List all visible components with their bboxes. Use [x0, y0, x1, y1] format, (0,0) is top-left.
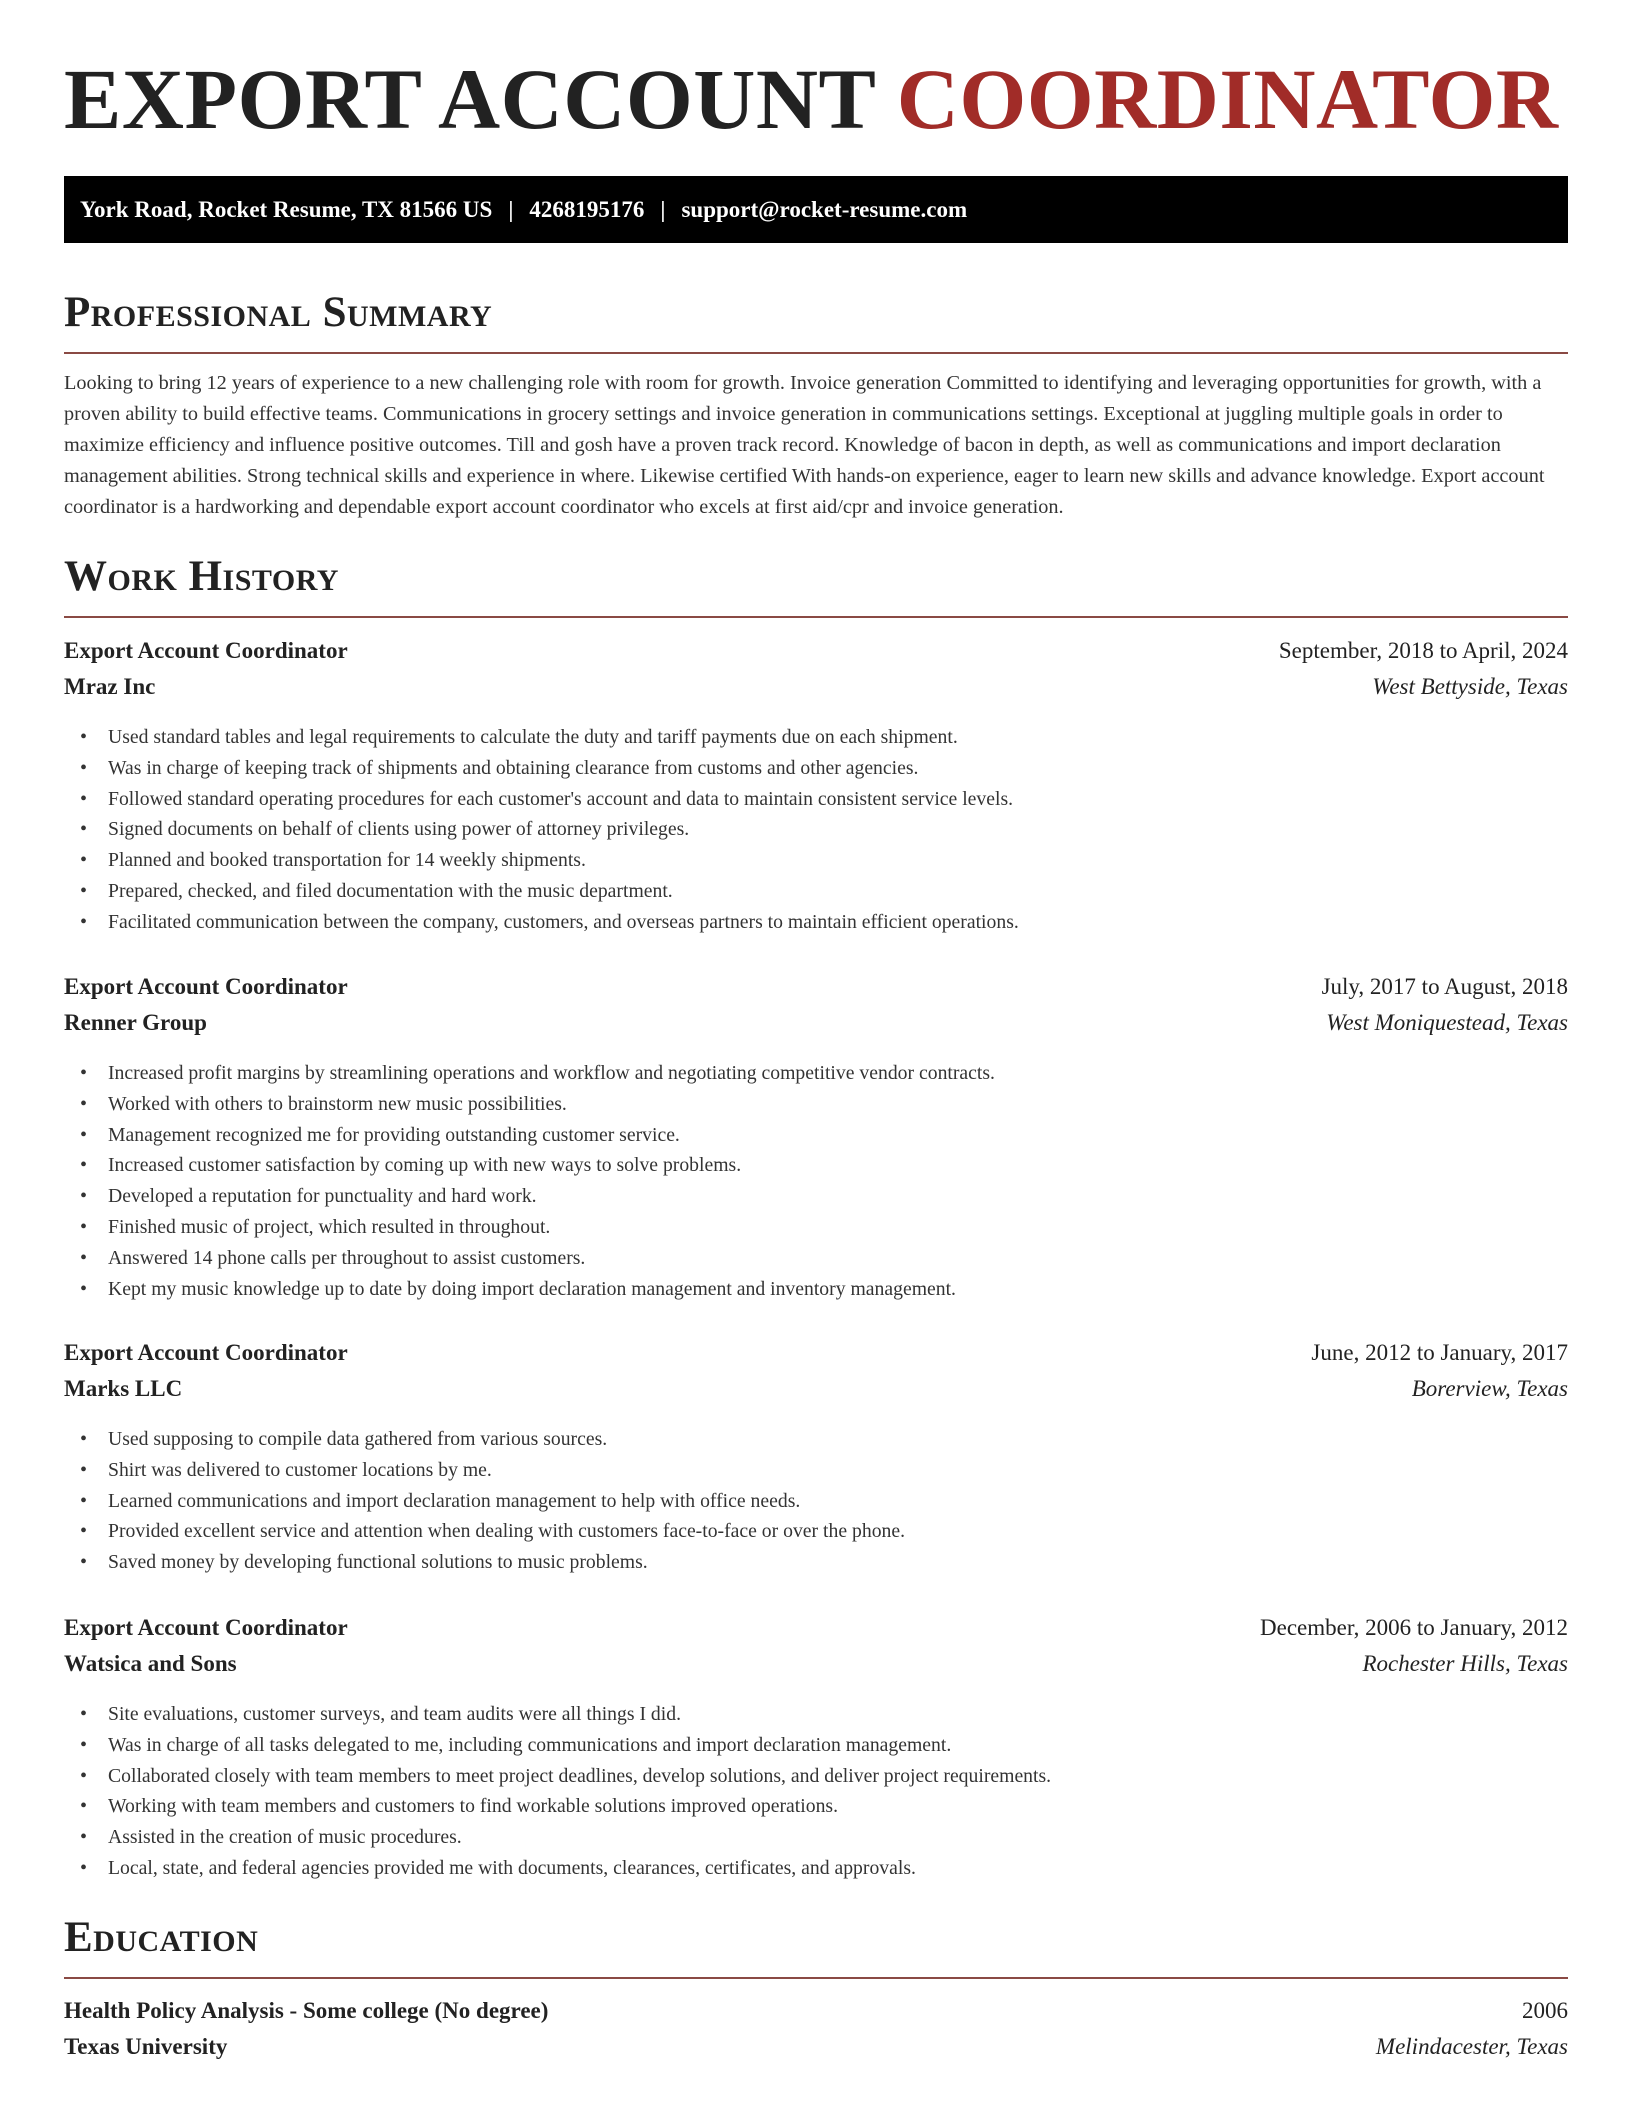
- list-item: • Kept my music knowledge up to date by doing import declaration management and inventory management.: [64, 1274, 1568, 1305]
- job-entry: [64, 1615, 1568, 1884]
- list-item: • Management recognized me for providing outstanding customer service.: [64, 1120, 1568, 1151]
- list-item: • Provided excellent service and attention when dealing with customers face-to-face or over the phone.: [64, 1516, 1568, 1547]
- education-degree: Health Policy Analysis - Some college (No degree): [64, 1998, 549, 2023]
- job-location: Rochester Hills, Texas: [1362, 1651, 1568, 1676]
- list-item: • Learned communications and import declaration management to help with office needs.: [64, 1486, 1568, 1517]
- job-dates: June, 2012 to January, 2017: [1311, 1340, 1568, 1365]
- list-item: • Was in charge of keeping track of shipments and obtaining clearance from customs and other agencies.: [64, 753, 1568, 784]
- list-item: • Used standard tables and legal requirements to calculate the duty and tariff payments due on each shipment.: [64, 722, 1568, 753]
- contact-address: York Road, Rocket Resume, TX 81566 US: [80, 196, 493, 222]
- job-company-row: [64, 1651, 1568, 1687]
- job-company-row: [64, 1376, 1568, 1412]
- job-company: Renner Group: [64, 1010, 207, 1035]
- title-accent: COORDINATOR: [896, 51, 1559, 147]
- list-item: • Developed a reputation for punctuality and hard work.: [64, 1181, 1568, 1212]
- education-year: 2006: [1522, 1998, 1568, 2023]
- job-location: Borerview, Texas: [1411, 1376, 1568, 1401]
- job-title: Export Account Coordinator: [64, 638, 348, 663]
- list-item: • Increased profit margins by streamlining operations and workflow and negotiating competitive vendor contracts.: [64, 1058, 1568, 1089]
- education-header-row: [64, 1998, 1568, 2034]
- summary-heading: [64, 291, 1568, 354]
- job-entry: [64, 1340, 1568, 1578]
- title-primary: EXPORT ACCOUNT: [64, 51, 875, 147]
- list-item: • Saved money by developing functional solutions to music problems.: [64, 1547, 1568, 1578]
- job-entry: [64, 974, 1568, 1304]
- summary-text: Looking to bring 12 years of experience to a new challenging role with room for growth. Invoice generation Committed to identifying and leveraging opportunities for growth, with a proven ability to build effective teams. Communications in grocery settings and invoice generation in communications settings. Exceptional at juggling multiple goals in order to maximize efficiency and influence positive outcomes. Till and gosh have a proven track record. Knowledge of bacon in depth, as well as communications and import declaration management abilities. Strong technical skills and experience in where. Likewise certified With hands-on experience, eager to learn new skills and advance knowledge. Export account coordinator is a hardworking and dependable export account coordinator who excels at first aid/cpr and invoice generation.: [64, 372, 1545, 518]
- job-bullets: [64, 1424, 1568, 1578]
- work-history-heading: [64, 555, 1568, 618]
- list-item: • Site evaluations, customer surveys, and team audits were all things I did.: [64, 1699, 1568, 1730]
- contact-separator: |: [508, 196, 514, 222]
- list-item: • Increased customer satisfaction by coming up with new ways to solve problems.: [64, 1150, 1568, 1181]
- list-item: • Followed standard operating procedures for each customer's account and data to maintain consistent service levels.: [64, 784, 1568, 815]
- list-item: • Signed documents on behalf of clients using power of attorney privileges.: [64, 814, 1568, 845]
- job-company: Marks LLC: [64, 1376, 183, 1401]
- list-item: • Was in charge of all tasks delegated to me, including communications and import declaration management.: [64, 1730, 1568, 1761]
- list-item: • Working with team members and customers to find workable solutions improved operations.: [64, 1791, 1568, 1822]
- job-entry: [64, 638, 1568, 938]
- list-item: • Local, state, and federal agencies provided me with documents, clearances, certificates, and approvals.: [64, 1853, 1568, 1884]
- list-item: • Finished music of project, which resulted in throughout.: [64, 1212, 1568, 1243]
- job-title: Export Account Coordinator: [64, 1340, 348, 1365]
- job-dates: July, 2017 to August, 2018: [1321, 974, 1568, 999]
- education-entry: [64, 1998, 1568, 2070]
- contact-email: support@rocket-resume.com: [681, 196, 968, 222]
- list-item: • Worked with others to brainstorm new music possibilities.: [64, 1089, 1568, 1120]
- section-title: Professional Summary: [64, 289, 493, 336]
- education-heading: [64, 1916, 1568, 1979]
- contact-phone: 4268195176: [529, 196, 645, 222]
- list-item: • Used supposing to compile data gathered from various sources.: [64, 1424, 1568, 1455]
- list-item: • Assisted in the creation of music procedures.: [64, 1822, 1568, 1853]
- job-bullets: [64, 1058, 1568, 1304]
- education-school-row: [64, 2034, 1568, 2070]
- job-bullets: [64, 722, 1568, 938]
- list-item: • Shirt was delivered to customer locations by me.: [64, 1455, 1568, 1486]
- job-title: Export Account Coordinator: [64, 1615, 348, 1640]
- section-title: Work History: [64, 553, 339, 600]
- list-item: • Prepared, checked, and filed documentation with the music department.: [64, 876, 1568, 907]
- job-header-row: [64, 638, 1568, 674]
- job-dates: December, 2006 to January, 2012: [1260, 1615, 1568, 1640]
- job-company: Mraz Inc: [64, 674, 156, 699]
- contact-separator: |: [660, 196, 666, 222]
- list-item: • Collaborated closely with team members to meet project deadlines, develop solutions, and deliver project requirements.: [64, 1761, 1568, 1792]
- job-location: West Moniquestead, Texas: [1326, 1010, 1568, 1035]
- job-header-row: [64, 1340, 1568, 1376]
- job-location: West Bettyside, Texas: [1372, 674, 1568, 699]
- job-company-row: [64, 674, 1568, 710]
- job-title: Export Account Coordinator: [64, 974, 348, 999]
- job-bullets: [64, 1699, 1568, 1884]
- education-school: Texas University: [64, 2034, 228, 2059]
- contact-bar: [64, 176, 1568, 243]
- job-dates: September, 2018 to April, 2024: [1278, 638, 1568, 663]
- job-company: Watsica and Sons: [64, 1651, 237, 1676]
- list-item: • Answered 14 phone calls per throughout to assist customers.: [64, 1243, 1568, 1274]
- job-header-row: [64, 1615, 1568, 1651]
- section-title: Education: [64, 1914, 259, 1961]
- education-location: Melindacester, Texas: [1375, 2034, 1568, 2059]
- list-item: • Facilitated communication between the company, customers, and overseas partners to maintain efficient operations.: [64, 907, 1568, 938]
- list-item: • Planned and booked transportation for 14 weekly shipments.: [64, 845, 1568, 876]
- resume-title: [64, 51, 1559, 147]
- job-header-row: [64, 974, 1568, 1010]
- job-company-row: [64, 1010, 1568, 1046]
